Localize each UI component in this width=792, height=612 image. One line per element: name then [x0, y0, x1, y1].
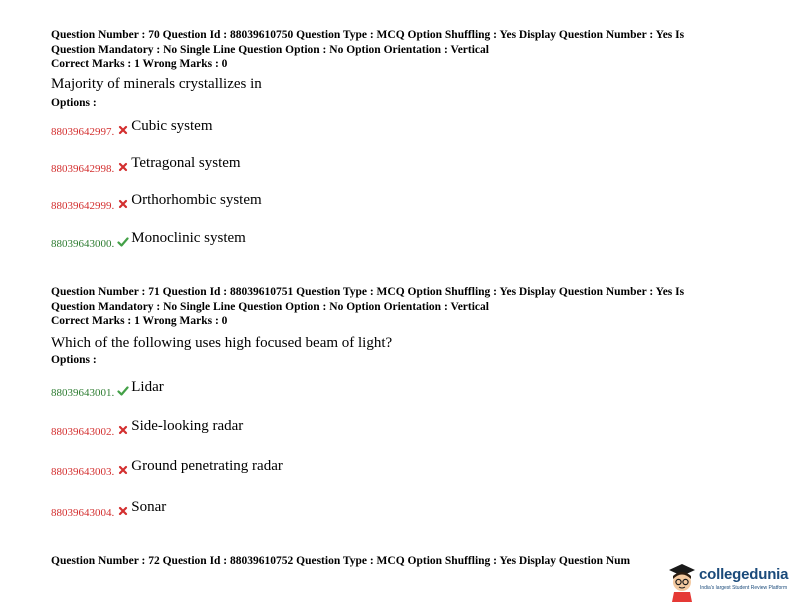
- option-text: Monoclinic system: [131, 230, 246, 246]
- option-text: Ground penetrating radar: [131, 458, 283, 474]
- option-text: Sonar: [131, 499, 167, 515]
- question-72-meta: Question Number : 72 Question Id : 88039610752 Question Type : MCQ Option Shuffling : Yes Display Question Num: [51, 555, 631, 567]
- option-id: 88039643001.: [51, 387, 115, 399]
- option-88039642997: [51, 118, 213, 142]
- cross-icon: [117, 424, 129, 436]
- cross-icon: [117, 124, 129, 136]
- option-text: Cubic system: [131, 118, 213, 134]
- option-id: 88039642998.: [51, 163, 115, 175]
- option-text: Lidar: [131, 379, 164, 395]
- option-text: Orthorhombic system: [131, 192, 262, 208]
- question-meta-line: Question Mandatory : No Single Line Question Option : No Option Orientation : Vertical: [51, 300, 489, 313]
- checkmark-icon: [117, 236, 129, 248]
- question-marks: Correct Marks : 1 Wrong Marks : 0: [51, 58, 228, 70]
- option-88039642999: [51, 192, 262, 216]
- option-text: Tetragonal system: [131, 155, 241, 171]
- question-70-text: Majority of minerals crystallizes in: [51, 76, 262, 92]
- question-meta-line: Question Number : 70 Question Id : 88039610750 Question Type : MCQ Option Shuffling : Yes Display Question Number : Yes Is: [51, 29, 685, 41]
- option-text: Side-looking radar: [131, 418, 244, 434]
- checkmark-icon: [117, 385, 129, 397]
- option-id: 88039643003.: [51, 466, 115, 478]
- option-id: 88039642997.: [51, 126, 115, 138]
- option-88039643003: [51, 458, 283, 482]
- cross-icon: [117, 161, 129, 173]
- logo-tagline: India's largest Student Review Platform: [700, 585, 788, 591]
- question-meta-line: Question Mandatory : No Single Line Question Option : No Option Orientation : Vertical: [51, 43, 489, 56]
- question-71-meta: [51, 285, 751, 329]
- option-id: 88039643004.: [51, 507, 115, 519]
- options-label: Options :: [51, 97, 97, 109]
- option-88039643000: [51, 230, 246, 254]
- question-marks: Correct Marks : 1 Wrong Marks : 0: [51, 315, 228, 327]
- cross-icon: [117, 464, 129, 476]
- cross-icon: [117, 505, 129, 517]
- options-label: Options :: [51, 354, 97, 366]
- option-88039643002: [51, 418, 244, 442]
- option-id: 88039643002.: [51, 426, 115, 438]
- option-88039642998: [51, 155, 241, 179]
- option-id: 88039642999.: [51, 200, 115, 212]
- graduate-mascot-icon: [667, 562, 697, 602]
- collegedunia-logo: [667, 562, 787, 606]
- option-88039643004: [51, 499, 167, 523]
- logo-wordmark: collegedunia: [699, 566, 789, 583]
- option-id: 88039643000.: [51, 238, 115, 250]
- question-71-text: Which of the following uses high focused beam of light?: [51, 335, 393, 351]
- question-meta-line: Question Number : 71 Question Id : 88039610751 Question Type : MCQ Option Shuffling : Yes Display Question Number : Yes Is: [51, 286, 685, 298]
- option-88039643001: [51, 379, 164, 403]
- cross-icon: [117, 198, 129, 210]
- question-70-meta: [51, 28, 751, 72]
